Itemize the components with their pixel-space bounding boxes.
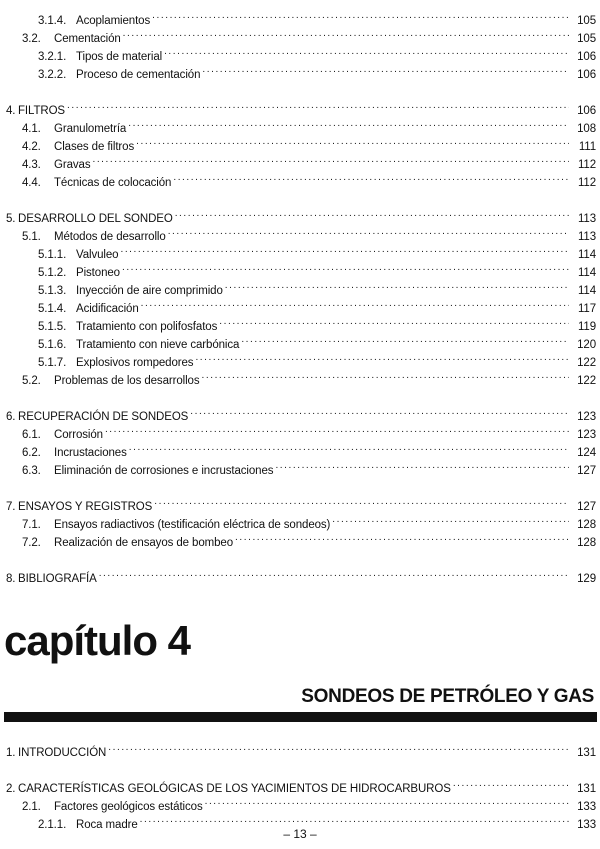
toc-entry-number: 3.2.1. <box>38 51 67 63</box>
dot-leader <box>92 152 569 168</box>
toc-entry-page: 122 <box>577 375 596 387</box>
toc-entry-number: 5.1.5. <box>38 321 67 333</box>
dot-leader <box>152 8 569 24</box>
toc-entry-number: 2. <box>6 783 16 795</box>
toc-entry-page: 123 <box>577 411 596 423</box>
toc-entry-page: 122 <box>577 357 596 369</box>
dot-leader <box>175 206 569 222</box>
toc-entry-page: 133 <box>577 801 596 813</box>
toc-entry-page: 117 <box>577 303 596 315</box>
toc-entry-title: Gravas <box>54 159 91 171</box>
dot-leader <box>205 794 569 810</box>
toc-entry-number: 2.1.1. <box>38 819 67 831</box>
dot-leader <box>173 170 569 186</box>
toc-entry-title: Eliminación de corrosiones e incrustaciones <box>54 465 274 477</box>
toc-entry-title: Tipos de material <box>76 51 163 63</box>
dot-leader <box>123 26 569 42</box>
toc-entry-number: 4.2. <box>22 141 41 153</box>
toc-entry-page: 114 <box>577 249 596 261</box>
toc-entry-page: 120 <box>577 339 596 351</box>
toc-entry-title: Proceso de cementación <box>76 69 201 81</box>
toc-entry <box>6 206 596 225</box>
toc-entry-number: 7.2. <box>22 537 41 549</box>
toc-entry-page: 105 <box>577 15 596 27</box>
toc-entry <box>38 44 596 63</box>
toc-entry-number: 5.1.7. <box>38 357 67 369</box>
toc-entry <box>38 296 596 315</box>
toc-entry-page: 131 <box>577 783 596 795</box>
toc-entry-page: 127 <box>577 501 596 513</box>
toc-entry-page: 131 <box>577 747 596 759</box>
toc-entry-title: Problemas de los desarrollos <box>54 375 200 387</box>
toc-entry-title: Realización de ensayos de bombeo <box>54 537 234 549</box>
toc-entry <box>22 794 596 813</box>
toc-entry-title: FILTROS <box>18 105 66 117</box>
dot-leader <box>108 740 569 756</box>
dot-leader <box>141 296 569 312</box>
dot-leader <box>219 314 569 330</box>
dot-leader <box>154 494 569 510</box>
toc-entry-title: Tratamiento con polifosfatos <box>76 321 218 333</box>
toc-entry <box>38 314 596 333</box>
toc-entry <box>38 350 596 369</box>
toc-entry <box>6 404 596 423</box>
toc-entry-title: Pistoneo <box>76 267 120 279</box>
toc-entry-title: Tratamiento con nieve carbónica <box>76 339 240 351</box>
toc-entry-number: 4.1. <box>22 123 41 135</box>
dot-leader <box>241 332 569 348</box>
toc-entry-title: Clases de filtros <box>54 141 135 153</box>
dot-leader <box>235 530 569 546</box>
toc-entry-number: 6.1. <box>22 429 41 441</box>
dot-leader <box>120 242 569 258</box>
toc-entry-page: 105 <box>577 33 596 45</box>
toc-entry-page: 111 <box>578 141 596 153</box>
toc-entry-title: Factores geológicos estáticos <box>54 801 203 813</box>
toc-entry-page: 106 <box>577 105 596 117</box>
toc-entry-number: 3.2.2. <box>38 69 67 81</box>
toc-entry-title: Valvuleo <box>76 249 119 261</box>
toc-entry <box>22 116 596 135</box>
toc-entry-title: Corrosión <box>54 429 103 441</box>
toc-entry-page: 112 <box>577 177 596 189</box>
toc-entry-title: BIBLIOGRAFÍA <box>18 573 97 585</box>
toc-entry <box>22 26 596 45</box>
toc-entry-number: 7.1. <box>22 519 41 531</box>
toc-entry-number: 1. <box>6 747 16 759</box>
toc-entry <box>38 260 596 279</box>
toc-entry-number: 5.1.4. <box>38 303 67 315</box>
toc-entry-page: 128 <box>577 537 596 549</box>
toc-entry-number: 6.2. <box>22 447 41 459</box>
toc-entry-page: 112 <box>577 159 596 171</box>
toc-entry-number: 5.1.6. <box>38 339 67 351</box>
toc-entry <box>6 566 596 585</box>
toc-entry-number: 4.4. <box>22 177 41 189</box>
toc-entry-number: 2.1. <box>22 801 41 813</box>
dot-leader <box>129 440 569 456</box>
toc-entry-page: 133 <box>577 819 596 831</box>
toc-entry-title: Incrustaciones <box>54 447 127 459</box>
toc-entry-page: 123 <box>577 429 596 441</box>
toc-entry-page: 106 <box>577 51 596 63</box>
dot-leader <box>168 224 569 240</box>
toc-entry <box>22 458 596 477</box>
toc-entry <box>38 278 596 297</box>
toc-entry <box>6 776 596 795</box>
chapter-title: capítulo 4 <box>4 617 191 664</box>
toc-entry <box>22 440 596 459</box>
dot-leader <box>195 350 569 366</box>
toc-entry-title: RECUPERACIÓN DE SONDEOS <box>18 411 189 423</box>
dot-leader <box>99 566 569 582</box>
toc-entry-title: Acoplamientos <box>76 15 151 27</box>
toc-entry-page: 124 <box>577 447 596 459</box>
toc-entry-number: 4.3. <box>22 159 41 171</box>
toc-entry-page: 113 <box>577 231 596 243</box>
toc-entry-number: 3.2. <box>22 33 41 45</box>
toc-entry-number: 7. <box>6 501 16 513</box>
toc-entry-number: 5.2. <box>22 375 41 387</box>
toc-entry-page: 119 <box>577 321 596 333</box>
dot-leader <box>202 368 570 384</box>
toc-entry <box>22 224 596 243</box>
toc-entry <box>22 134 596 153</box>
toc-entry <box>38 62 596 81</box>
toc-entry <box>6 740 596 759</box>
toc-entry-page: 128 <box>577 519 596 531</box>
toc-entry <box>6 98 596 117</box>
toc-entry-number: 6. <box>6 411 16 423</box>
toc-entry-number: 5.1. <box>22 231 41 243</box>
dot-leader <box>453 776 569 792</box>
toc-entry <box>38 8 596 27</box>
dot-leader <box>275 458 569 474</box>
toc-entry-page: 114 <box>577 285 596 297</box>
toc-entry-number: 4. <box>6 105 16 117</box>
toc-entry-title: Acidificación <box>76 303 139 315</box>
toc-entry <box>6 494 596 513</box>
heading-rule <box>4 712 597 722</box>
toc-entry-title: Ensayos radiactivos (testificación eléctrica de sondeos) <box>54 519 331 531</box>
dot-leader <box>105 422 569 438</box>
toc-entry-number: 6.3. <box>22 465 41 477</box>
toc-entry-page: 106 <box>577 69 596 81</box>
dot-leader <box>332 512 569 528</box>
toc-entry <box>22 530 596 549</box>
toc-entry-number: 8. <box>6 573 16 585</box>
toc-entry-title: DESARROLLO DEL SONDEO <box>18 213 173 225</box>
toc-entry <box>38 242 596 261</box>
toc-entry-page: 114 <box>577 267 596 279</box>
toc-entry-number: 5.1.1. <box>38 249 67 261</box>
toc-entry-title: Roca madre <box>76 819 138 831</box>
toc-entry-page: 113 <box>577 213 596 225</box>
toc-entry <box>22 170 596 189</box>
toc-entry-title: Cementación <box>54 33 121 45</box>
dot-leader <box>122 260 569 276</box>
toc-entry-title: CARACTERÍSTICAS GEOLÓGICAS DE LOS YACIMIENTOS DE HIDROCARBUROS <box>18 783 451 795</box>
toc-entry <box>38 332 596 351</box>
toc-entry-title: Métodos de desarrollo <box>54 231 166 243</box>
dot-leader <box>225 278 569 294</box>
toc-entry-page: 127 <box>577 465 596 477</box>
toc-entry-number: 5.1.3. <box>38 285 67 297</box>
dot-leader <box>67 98 569 114</box>
toc-entry <box>22 512 596 531</box>
toc-entry-title: INTRODUCCIÓN <box>18 747 107 759</box>
toc-entry <box>22 422 596 441</box>
toc-entry-page: 129 <box>577 573 596 585</box>
toc-entry-number: 5.1.2. <box>38 267 67 279</box>
toc-entry-number: 3.1.4. <box>38 15 67 27</box>
toc-entry-title: Explosivos rompedores <box>76 357 194 369</box>
toc-entry-title: Técnicas de colocación <box>54 177 172 189</box>
toc-entry-page: 108 <box>577 123 596 135</box>
toc-entry-number: 5. <box>6 213 16 225</box>
dot-leader <box>128 116 569 132</box>
page-number: – 13 – <box>283 827 317 841</box>
toc-entry-title: Inyección de aire comprimido <box>76 285 223 297</box>
chapter-heading: SONDEOS DE PETRÓLEO Y GAS <box>301 686 594 707</box>
dot-leader <box>202 62 569 78</box>
toc-entry <box>22 368 596 387</box>
dot-leader <box>190 404 569 420</box>
dot-leader <box>136 134 569 150</box>
toc-entry <box>22 152 596 171</box>
dot-leader <box>164 44 569 60</box>
toc-entry-title: ENSAYOS Y REGISTROS <box>18 501 153 513</box>
toc-entry-title: Granulometría <box>54 123 127 135</box>
